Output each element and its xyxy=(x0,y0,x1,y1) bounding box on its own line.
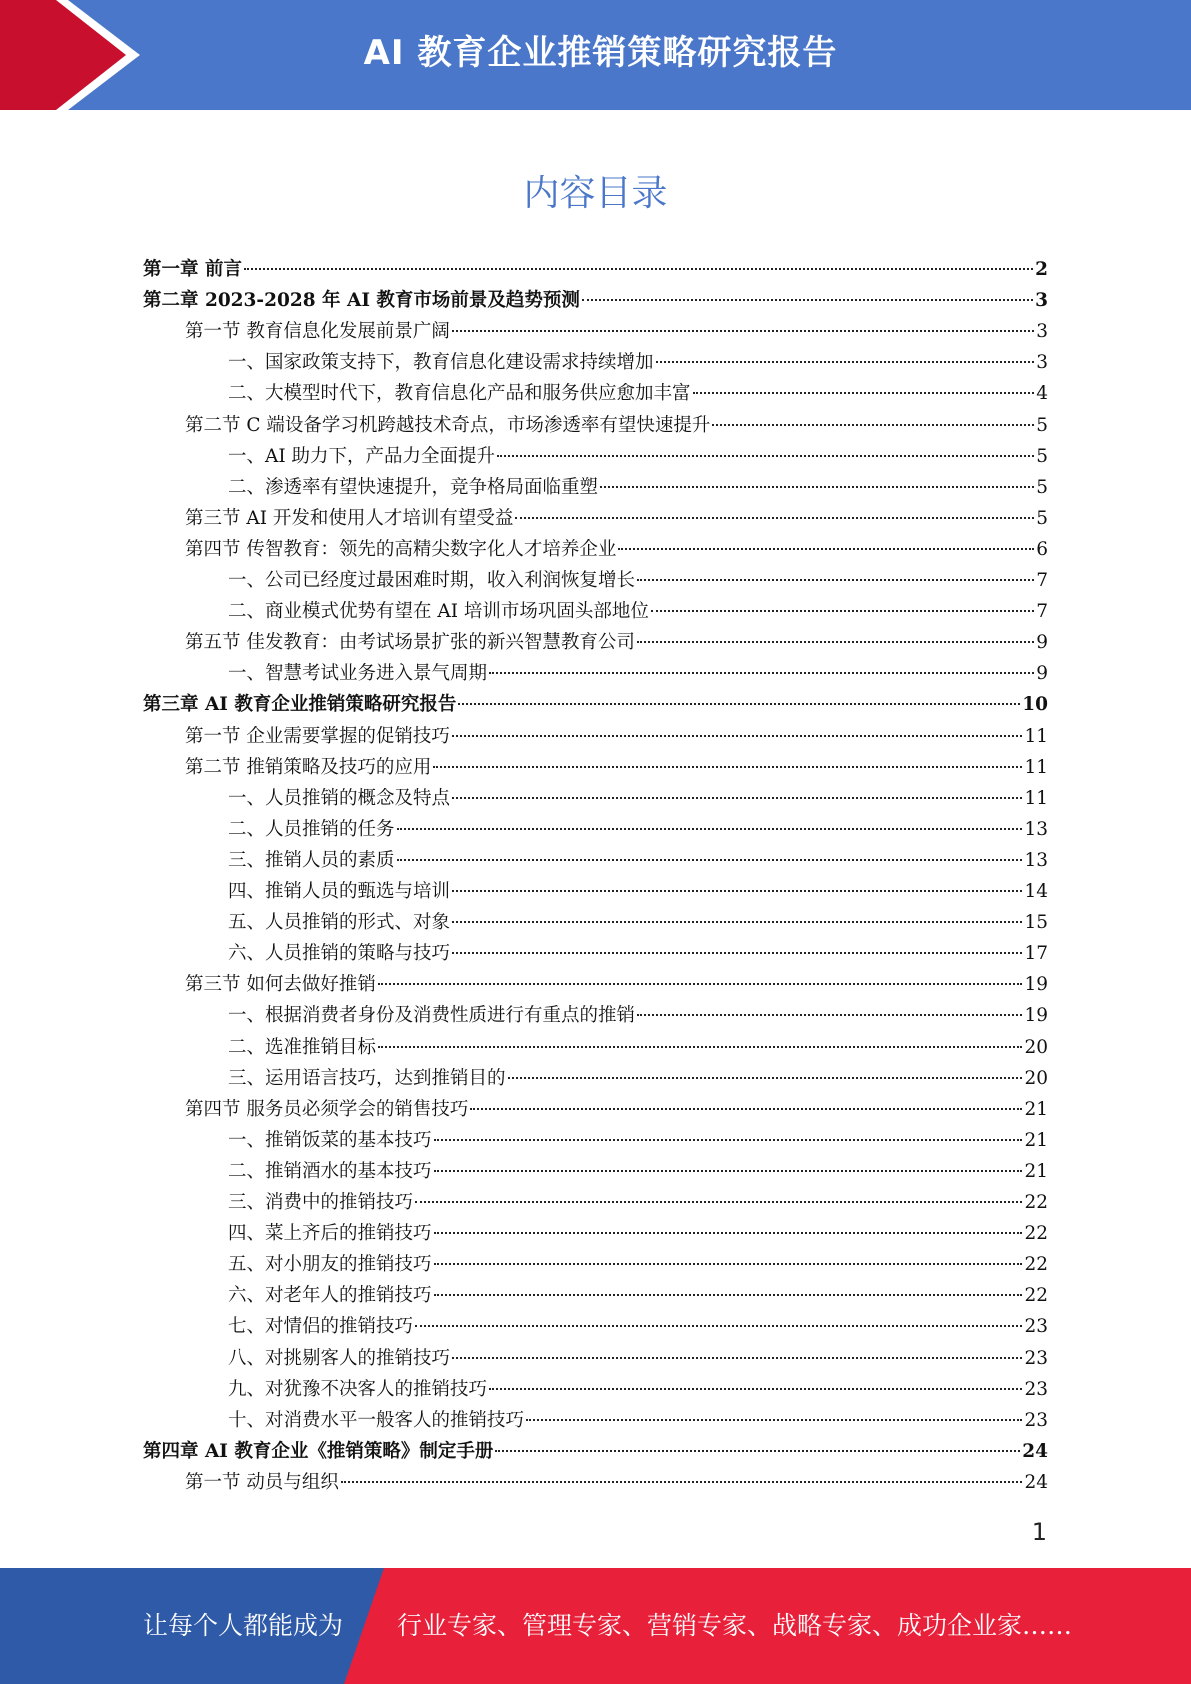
toc-entry-title: 一、国家政策支持下，教育信息化建设需求持续增加 xyxy=(228,352,654,373)
toc-entry-page: 9 xyxy=(1036,663,1048,684)
toc-entry[interactable] xyxy=(228,1000,1048,1031)
toc-entry-page: 11 xyxy=(1024,726,1048,747)
toc-entry[interactable] xyxy=(185,627,1048,658)
toc-dot-leader xyxy=(433,766,1022,768)
toc-entry-page: 5 xyxy=(1036,508,1048,529)
toc-entry-title: 一、公司已经度过最困难时期，收入利润恢复增长 xyxy=(228,570,636,591)
toc-entry-page: 7 xyxy=(1036,570,1048,591)
toc-entry-page: 22 xyxy=(1024,1285,1048,1306)
toc-entry-title: 第二节 C 端设备学习机跨越技术奇点，市场渗透率有望快速提升 xyxy=(185,415,711,436)
toc-entry[interactable] xyxy=(228,1343,1048,1374)
toc-entry-page: 10 xyxy=(1022,694,1048,715)
toc-entry-page: 14 xyxy=(1024,881,1048,902)
toc-entry-page: 9 xyxy=(1036,632,1048,653)
toc-entry-title: 六、对老年人的推销技巧 xyxy=(228,1285,432,1306)
toc-entry[interactable] xyxy=(228,1280,1048,1311)
toc-entry-title: 一、人员推销的概念及特点 xyxy=(228,788,451,809)
toc-dot-leader xyxy=(434,1139,1023,1141)
toc-dot-leader xyxy=(452,797,1022,799)
toc-entry[interactable] xyxy=(185,1094,1048,1125)
toc-entry-page: 20 xyxy=(1024,1037,1048,1058)
toc-dot-leader xyxy=(508,1077,1023,1079)
toc-entry[interactable] xyxy=(228,1405,1048,1436)
toc-entry-title: 四、菜上齐后的推销技巧 xyxy=(228,1223,432,1244)
toc-dot-leader xyxy=(397,828,1023,830)
toc-entry[interactable] xyxy=(228,1187,1048,1218)
toc-dot-leader xyxy=(378,983,1023,985)
toc-entry-title: 第二节 推销策略及技巧的应用 xyxy=(185,757,432,778)
toc-entry-title: 第三章 AI 教育企业推销策略研究报告 xyxy=(143,694,457,715)
toc-entry[interactable] xyxy=(185,752,1048,783)
toc-entry[interactable] xyxy=(228,441,1048,472)
toc-dot-leader xyxy=(600,486,1034,488)
toc-entry-title: 第二章 2023-2028 年 AI 教育市场前景及趋势预测 xyxy=(143,290,580,311)
toc-entry-title: 第一章 前言 xyxy=(143,259,242,280)
toc-entry-title: 三、消费中的推销技巧 xyxy=(228,1192,414,1213)
toc-dot-leader xyxy=(244,268,1033,270)
toc-entry-page: 22 xyxy=(1024,1254,1048,1275)
toc-entry-title: 一、智慧考试业务进入景气周期 xyxy=(228,663,488,684)
toc-entry[interactable] xyxy=(228,378,1048,409)
toc-entry[interactable] xyxy=(228,1156,1048,1187)
toc-entry-page: 11 xyxy=(1024,757,1048,778)
toc-entry-title: 二、大模型时代下，教育信息化产品和服务供应愈加丰富 xyxy=(228,383,691,404)
toc-entry-title: 二、商业模式优势有望在 AI 培训市场巩固头部地位 xyxy=(228,601,649,622)
toc-entry[interactable] xyxy=(185,534,1048,565)
toc-entry-page: 22 xyxy=(1024,1192,1048,1213)
toc-entry-title: 五、对小朋友的推销技巧 xyxy=(228,1254,432,1275)
toc-entry-page: 7 xyxy=(1036,601,1048,622)
toc-heading: 内容目录 xyxy=(523,173,668,214)
toc-entry-title: 二、推销酒水的基本技巧 xyxy=(228,1161,432,1182)
toc-entry-page: 24 xyxy=(1022,1441,1048,1462)
footer-slogan-left: 让每个人都能成为 xyxy=(143,1611,344,1640)
toc-entry-page: 3 xyxy=(1036,352,1048,373)
toc-entry[interactable] xyxy=(228,1374,1048,1405)
toc-dot-leader xyxy=(489,1388,1022,1390)
toc-dot-leader xyxy=(452,952,1022,954)
toc-entry-page: 21 xyxy=(1024,1161,1048,1182)
toc-entry[interactable] xyxy=(228,1063,1048,1094)
toc-entry-page: 21 xyxy=(1024,1099,1048,1120)
toc-entry-page: 3 xyxy=(1035,290,1048,311)
toc-entry[interactable] xyxy=(228,1311,1048,1342)
toc-dot-leader xyxy=(637,579,1034,581)
toc-entry-title: 第一节 教育信息化发展前景广阔 xyxy=(185,321,450,342)
toc-entry[interactable] xyxy=(143,1436,1048,1467)
toc-dot-leader xyxy=(397,859,1023,861)
toc-entry[interactable] xyxy=(185,410,1048,441)
toc-entry-title: 一、推销饭菜的基本技巧 xyxy=(228,1130,432,1151)
toc-dot-leader xyxy=(651,610,1034,612)
toc-dot-leader xyxy=(693,392,1035,394)
toc-dot-leader xyxy=(515,517,1034,519)
toc-entry-title: 七、对情侣的推销技巧 xyxy=(228,1316,414,1337)
toc-entry-title: 四、推销人员的甄选与培训 xyxy=(228,881,451,902)
toc-entry-title: 八、对挑剔客人的推销技巧 xyxy=(228,1348,451,1369)
toc-entry-page: 22 xyxy=(1024,1223,1048,1244)
toc-dot-leader xyxy=(497,455,1034,457)
toc-dot-leader xyxy=(470,1108,1022,1110)
toc-dot-leader xyxy=(452,1357,1022,1359)
toc-entry[interactable] xyxy=(185,1467,1048,1498)
toc-entry[interactable] xyxy=(228,814,1048,845)
toc-entry[interactable] xyxy=(228,783,1048,814)
toc-entry-title: 五、人员推销的形式、对象 xyxy=(228,912,451,933)
toc-entry-page: 23 xyxy=(1024,1348,1048,1369)
toc-entry-page: 19 xyxy=(1024,974,1048,995)
toc-entry-title: 第三节 AI 开发和使用人才培训有望受益 xyxy=(185,508,514,529)
toc-entry-page: 13 xyxy=(1024,819,1048,840)
toc-entry[interactable] xyxy=(143,689,1048,720)
toc-entry-title: 六、人员推销的策略与技巧 xyxy=(228,943,451,964)
header-band xyxy=(0,0,1191,110)
toc-dot-leader xyxy=(452,735,1023,737)
toc-entry[interactable] xyxy=(228,907,1048,938)
toc-dot-leader xyxy=(526,1419,1022,1421)
toc-entry-page: 23 xyxy=(1024,1379,1048,1400)
toc-entry-title: 二、选准推销目标 xyxy=(228,1037,377,1058)
report-title: AI 教育企业推销策略研究报告 xyxy=(363,33,838,73)
toc-entry-title: 第三节 如何去做好推销 xyxy=(185,974,376,995)
toc-dot-leader xyxy=(637,641,1034,643)
toc-dot-leader xyxy=(415,1325,1022,1327)
toc-entry-page: 13 xyxy=(1024,850,1048,871)
footer-band xyxy=(0,1568,1191,1684)
toc-entry-page: 5 xyxy=(1036,446,1048,467)
toc-entry-title: 第一节 动员与组织 xyxy=(185,1472,339,1493)
toc-dot-leader xyxy=(434,1170,1023,1172)
toc-dot-leader xyxy=(341,1481,1023,1483)
toc-dot-leader xyxy=(415,1201,1022,1203)
toc-dot-leader xyxy=(637,1014,1022,1016)
toc-entry[interactable] xyxy=(228,938,1048,969)
toc-entry-title: 九、对犹豫不决客人的推销技巧 xyxy=(228,1379,488,1400)
toc-entry[interactable] xyxy=(228,1032,1048,1063)
toc-entry-title: 三、推销人员的素质 xyxy=(228,850,395,871)
toc-entry[interactable] xyxy=(228,596,1048,627)
toc-entry-title: 二、人员推销的任务 xyxy=(228,819,395,840)
toc-dot-leader xyxy=(495,1450,1020,1452)
toc-entry-title: 一、根据消费者身份及消费性质进行有重点的推销 xyxy=(228,1005,636,1026)
toc-dot-leader xyxy=(618,548,1034,550)
footer-slogan-right: 行业专家、管理专家、营销专家、战略专家、成功企业家…… xyxy=(397,1611,1073,1640)
toc-entry[interactable] xyxy=(228,1125,1048,1156)
toc-entry-title: 一、AI 助力下，产品力全面提升 xyxy=(228,446,496,467)
toc-entry-page: 6 xyxy=(1036,539,1048,560)
toc-entry[interactable] xyxy=(185,721,1048,752)
toc-entry-page: 5 xyxy=(1036,415,1048,436)
toc-entry-title: 第一节 企业需要掌握的促销技巧 xyxy=(185,726,450,747)
toc-entry-page: 23 xyxy=(1024,1410,1048,1431)
toc-dot-leader xyxy=(434,1232,1023,1234)
toc-dot-leader xyxy=(378,1046,1022,1048)
toc-dot-leader xyxy=(452,890,1022,892)
page-number: 1 xyxy=(1031,1518,1047,1546)
toc-entry[interactable] xyxy=(228,845,1048,876)
toc-entry[interactable] xyxy=(185,503,1048,534)
toc-entry[interactable] xyxy=(143,285,1048,316)
toc-entry-page: 15 xyxy=(1024,912,1048,933)
toc-entry-page: 17 xyxy=(1024,943,1048,964)
toc-entry-page: 19 xyxy=(1024,1005,1048,1026)
toc-entry[interactable] xyxy=(228,1218,1048,1249)
toc-entry-title: 第四节 服务员必须学会的销售技巧 xyxy=(185,1099,469,1120)
toc-entry[interactable] xyxy=(228,472,1048,503)
toc-entry-page: 20 xyxy=(1024,1068,1048,1089)
toc-entry-title: 第五节 佳发教育：由考试场景扩张的新兴智慧教育公司 xyxy=(185,632,635,653)
toc-entry-page: 3 xyxy=(1036,321,1048,342)
toc-dot-leader xyxy=(458,703,1020,705)
toc-entry-title: 十、对消费水平一般客人的推销技巧 xyxy=(228,1410,525,1431)
toc-entry-title: 三、运用语言技巧，达到推销目的 xyxy=(228,1068,506,1089)
toc-entry-page: 23 xyxy=(1024,1316,1048,1337)
toc-entry[interactable] xyxy=(185,969,1048,1000)
toc-entry-page: 2 xyxy=(1035,259,1048,280)
toc-entry-page: 21 xyxy=(1024,1130,1048,1151)
toc-entry[interactable] xyxy=(228,876,1048,907)
toc-entry-page: 4 xyxy=(1036,383,1048,404)
toc-dot-leader xyxy=(452,921,1022,923)
toc-entry[interactable] xyxy=(228,658,1048,689)
toc-dot-leader xyxy=(434,1294,1023,1296)
toc-dot-leader xyxy=(712,424,1034,426)
toc-entry-title: 二、渗透率有望快速提升，竞争格局面临重塑 xyxy=(228,477,599,498)
toc-entry[interactable] xyxy=(185,316,1048,347)
toc-entry[interactable] xyxy=(228,347,1048,378)
toc-entry[interactable] xyxy=(228,1249,1048,1280)
toc-dot-leader xyxy=(434,1263,1023,1265)
toc-dot-leader xyxy=(489,672,1034,674)
toc-dot-leader xyxy=(452,330,1034,332)
toc-entry-title: 第四节 传智教育：领先的高精尖数字化人才培养企业 xyxy=(185,539,617,560)
toc-entry-page: 5 xyxy=(1036,477,1048,498)
toc-entry[interactable] xyxy=(143,254,1048,285)
toc-entry-title: 第四章 AI 教育企业《推销策略》制定手册 xyxy=(143,1441,494,1462)
toc-entry-page: 11 xyxy=(1024,788,1048,809)
toc-entry-page: 24 xyxy=(1024,1472,1048,1493)
toc-dot-leader xyxy=(582,299,1033,301)
toc-entry[interactable] xyxy=(228,565,1048,596)
toc-dot-leader xyxy=(656,361,1035,363)
